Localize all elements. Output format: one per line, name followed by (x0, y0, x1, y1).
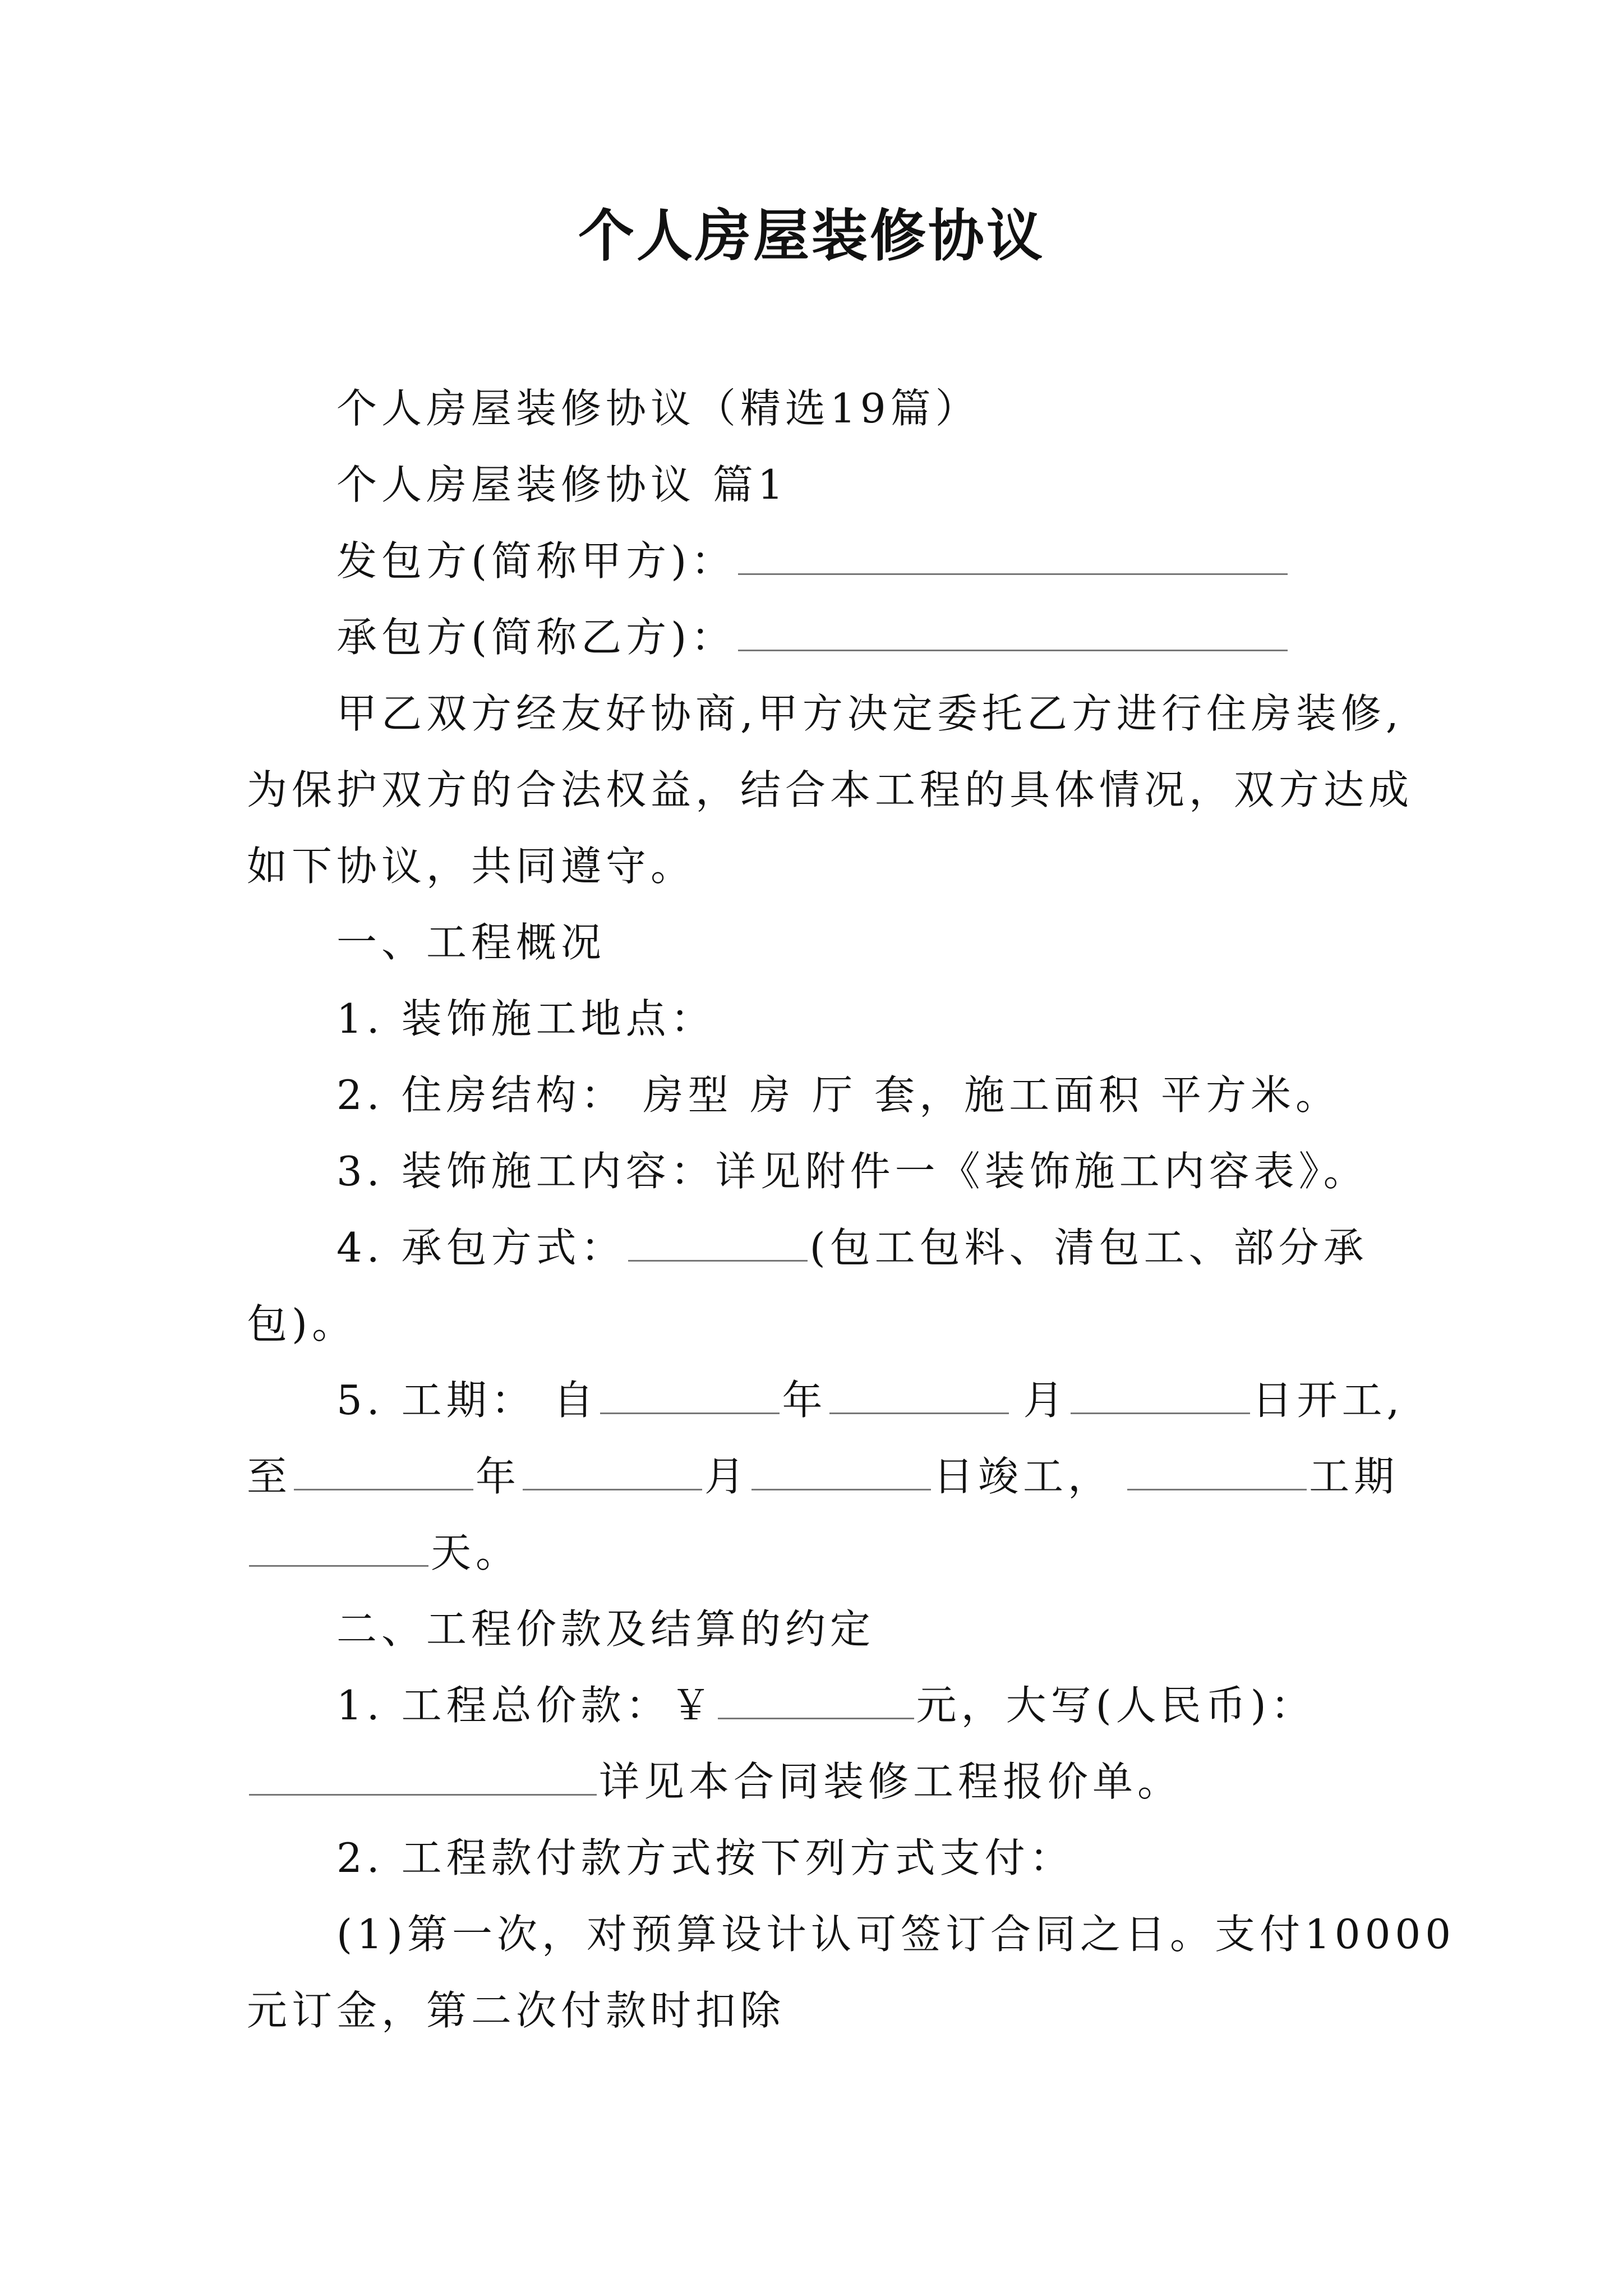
start-month-blank (829, 1365, 1009, 1414)
month-label: 月 (1023, 1377, 1068, 1424)
year-label: 年 (476, 1453, 521, 1500)
price-number-blank (718, 1671, 914, 1719)
price-uppercase-blank (249, 1747, 597, 1796)
party-a-blank (738, 526, 1288, 575)
item-4-contract-type (247, 1209, 1385, 1286)
end-label: 日竣工， (933, 1453, 1113, 1500)
document-title: 个人房屋装修协议 (578, 203, 1045, 269)
party-a-line (247, 523, 1385, 599)
document-body (247, 370, 1456, 2049)
end-month-blank (523, 1442, 702, 1490)
item-4-options: (包工包料、清包工、部分承 (809, 1224, 1368, 1271)
party-b-label: 承包方(简称乙方)： (336, 614, 736, 661)
section-1-title: 一、工程概况 (336, 919, 606, 966)
item-5-label: 5. 工期： 自 (336, 1377, 598, 1424)
item-1-location: 1. 装饰施工地点： (336, 995, 716, 1042)
first-payment-line-2: 元订金，第二次付款时扣除 (247, 1987, 786, 2034)
section-heading: 个人房屋装修协议 篇1 (336, 461, 788, 508)
start-label: 日开工, (1252, 1377, 1404, 1424)
item-5-period-line-3 (247, 1515, 1385, 1591)
price-reference: 详见本合同装修工程报价单。 (599, 1758, 1183, 1805)
subtitle: 个人房屋装修协议（精选19篇） (336, 385, 980, 432)
days-label: 天。 (431, 1529, 521, 1576)
price-label: 1. 工程总价款：￥ (336, 1682, 716, 1729)
end-year-blank (294, 1442, 473, 1490)
item-4-label: 4. 承包方式： (336, 1224, 626, 1271)
start-day-blank (1071, 1365, 1250, 1414)
item-4-line-2: 包)。 (247, 1300, 357, 1347)
to-label: 至 (247, 1453, 292, 1500)
month-label: 月 (704, 1453, 750, 1500)
party-b-blank (738, 602, 1288, 651)
period-label: 工期 (1309, 1453, 1399, 1500)
price-uppercase-label: 元，大写(人民币)： (916, 1682, 1316, 1729)
price-line-2 (247, 1743, 1385, 1820)
payment-method-line: 2. 工程款付款方式按下列方式支付： (336, 1834, 1075, 1881)
item-3-content: 3. 装饰施工内容：详见附件一《装饰施工内容表》。 (336, 1148, 1368, 1195)
party-a-label: 发包方(简称甲方)： (336, 537, 736, 585)
intro-paragraph-line-1: 甲乙双方经友好协商,甲方决定委托乙方进行住房装修, (336, 690, 1403, 737)
intro-paragraph-line-2: 为保护双方的合法权益，结合本工程的具体情况，双方达成 (247, 766, 1414, 813)
start-year-blank (600, 1365, 780, 1414)
item-5-period-line-1 (247, 1362, 1404, 1438)
days-blank (249, 1518, 428, 1567)
year-label: 年 (782, 1377, 827, 1424)
item-2-structure: 2. 住房结构： 房型 房 厅 套，施工面积 平方米。 (336, 1071, 1341, 1119)
item-4-blank (628, 1213, 808, 1262)
first-payment-line-1: (1)第一次，对预算设计认可签订合同之日。支付10000 (336, 1911, 1456, 1958)
intro-paragraph-line-3: 如下协议，共同遵守。 (247, 843, 696, 890)
price-line-1 (247, 1667, 1385, 1743)
period-blank (1127, 1442, 1307, 1490)
end-day-blank (751, 1442, 931, 1490)
party-b-line (247, 599, 1385, 675)
section-2-title: 二、工程价款及结算的约定 (336, 1605, 875, 1653)
item-5-period-line-2 (247, 1438, 1399, 1515)
